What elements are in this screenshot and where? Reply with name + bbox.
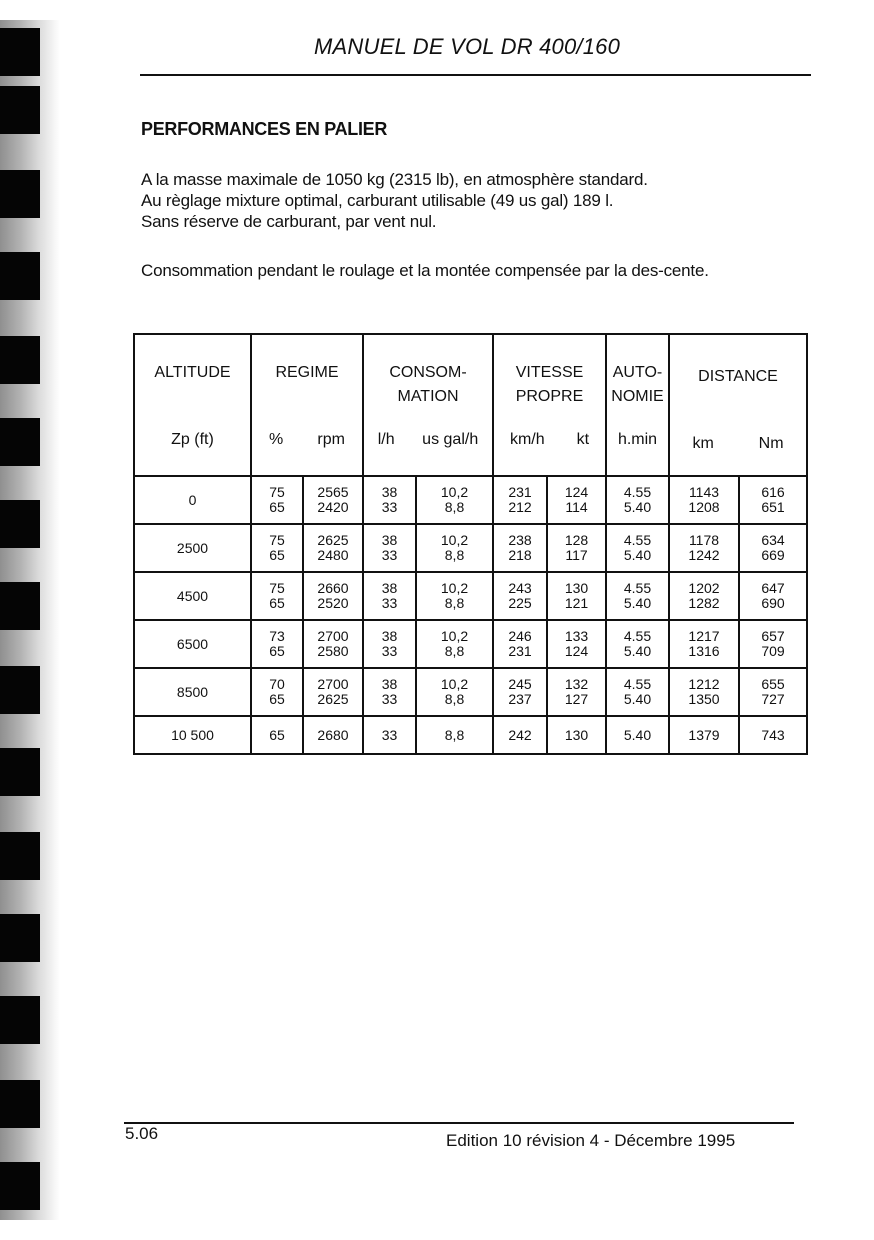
consumption-note: Consommation pendant le roulage et la montée compensée par la des-cente. <box>141 261 709 280</box>
table-row <box>134 716 807 754</box>
cell-gal: 10,2 8,8 <box>416 476 493 524</box>
cell-km: 1178 1242 <box>669 524 739 572</box>
header-rule <box>140 74 811 76</box>
conditions-line: Au règlage mixture optimal, carburant utilisable (49 us gal) 189 l. <box>141 191 614 210</box>
cell-gal: 8,8 <box>416 716 493 754</box>
binding-tab <box>0 1080 40 1128</box>
binding-tab <box>0 582 40 630</box>
cell-hmin: 5.40 <box>606 716 669 754</box>
cell-lh: 38 33 <box>363 476 416 524</box>
cell-lh: 38 33 <box>363 572 416 620</box>
table-row <box>134 572 807 620</box>
cell-lh: 38 33 <box>363 524 416 572</box>
cell-kt: 128 117 <box>547 524 606 572</box>
binding-tab <box>0 914 40 962</box>
cell-kmh: 245 237 <box>493 668 547 716</box>
table-row <box>134 476 807 524</box>
binding-tab <box>0 418 40 466</box>
binding-tab <box>0 170 40 218</box>
cell-kmh: 238 218 <box>493 524 547 572</box>
conditions-paragraph <box>141 169 821 232</box>
binding-tab <box>0 996 40 1044</box>
header-unit: Nm <box>758 435 784 452</box>
cell-hmin: 4.55 5.40 <box>606 668 669 716</box>
cell-nm: 616 651 <box>739 476 807 524</box>
cell-lh: 33 <box>363 716 416 754</box>
cell-nm: 647 690 <box>739 572 807 620</box>
table-row <box>134 668 807 716</box>
cell-nm: 657 709 <box>739 620 807 668</box>
header-title: AUTO- NOMIE <box>611 364 664 405</box>
cell-lh: 38 33 <box>363 668 416 716</box>
conditions-line: Sans réserve de carburant, par vent nul. <box>141 212 437 231</box>
header-regime <box>251 334 363 476</box>
header-unit: % <box>269 431 284 448</box>
header-unit: km <box>692 435 714 452</box>
cell-altitude: 10 500 <box>134 716 251 754</box>
header-title: REGIME <box>275 364 339 381</box>
header-unit: kt <box>576 431 590 448</box>
page-number: 5.06 <box>125 1124 159 1143</box>
cell-rpm: 2680 <box>303 716 363 754</box>
header-title: VITESSE PROPRE <box>515 364 584 405</box>
header-autonomie <box>606 334 669 476</box>
cell-altitude: 4500 <box>134 572 251 620</box>
cell-kmh: 246 231 <box>493 620 547 668</box>
binding-tab <box>0 252 40 300</box>
header-vitesse <box>493 334 606 476</box>
binding-tab <box>0 336 40 384</box>
edition-info: Edition 10 révision 4 - Décembre 1995 <box>446 1131 736 1150</box>
header-unit: rpm <box>317 431 345 448</box>
cell-kt: 130 121 <box>547 572 606 620</box>
cell-km: 1217 1316 <box>669 620 739 668</box>
header-title: ALTITUDE <box>154 364 231 381</box>
binding-tab <box>0 86 40 134</box>
cell-pct: 75 65 <box>251 572 303 620</box>
cell-kmh: 243 225 <box>493 572 547 620</box>
cell-hmin: 4.55 5.40 <box>606 620 669 668</box>
cell-nm: 655 727 <box>739 668 807 716</box>
performance-table <box>133 333 808 755</box>
header-title: DISTANCE <box>698 368 778 385</box>
cell-pct: 70 65 <box>251 668 303 716</box>
cell-gal: 10,2 8,8 <box>416 620 493 668</box>
cell-kmh: 242 <box>493 716 547 754</box>
spiral-binding <box>0 0 60 1240</box>
cell-pct: 75 65 <box>251 476 303 524</box>
cell-gal: 10,2 8,8 <box>416 524 493 572</box>
conditions-line: A la masse maximale de 1050 kg (2315 lb), en atmosphère standard. <box>141 170 648 189</box>
cell-altitude: 2500 <box>134 524 251 572</box>
header-unit: l/h <box>377 431 395 448</box>
cell-rpm: 2660 2520 <box>303 572 363 620</box>
header-unit: Zp (ft) <box>171 431 214 448</box>
cell-pct: 73 65 <box>251 620 303 668</box>
header-title: CONSOM- MATION <box>389 364 467 405</box>
cell-altitude: 8500 <box>134 668 251 716</box>
header-consommation <box>363 334 493 476</box>
binding-tab <box>0 666 40 714</box>
cell-km: 1212 1350 <box>669 668 739 716</box>
table-row <box>134 524 807 572</box>
cell-hmin: 4.55 5.40 <box>606 524 669 572</box>
cell-rpm: 2625 2480 <box>303 524 363 572</box>
cell-kt: 132 127 <box>547 668 606 716</box>
header-unit: us gal/h <box>422 431 479 448</box>
cell-hmin: 4.55 5.40 <box>606 572 669 620</box>
binding-tab <box>0 500 40 548</box>
cell-km: 1379 <box>669 716 739 754</box>
binding-tab <box>0 832 40 880</box>
cell-pct: 75 65 <box>251 524 303 572</box>
binding-tab <box>0 748 40 796</box>
cell-gal: 10,2 8,8 <box>416 572 493 620</box>
cell-altitude: 6500 <box>134 620 251 668</box>
cell-kt: 124 114 <box>547 476 606 524</box>
cell-kt: 133 124 <box>547 620 606 668</box>
table-body <box>134 476 807 754</box>
cell-rpm: 2700 2580 <box>303 620 363 668</box>
header-unit: h.min <box>617 431 658 448</box>
header-distance <box>669 334 807 476</box>
footer-rule <box>124 1122 794 1124</box>
cell-km: 1202 1282 <box>669 572 739 620</box>
cell-altitude: 0 <box>134 476 251 524</box>
cell-hmin: 4.55 5.40 <box>606 476 669 524</box>
cell-lh: 38 33 <box>363 620 416 668</box>
cell-gal: 10,2 8,8 <box>416 668 493 716</box>
cell-km: 1143 1208 <box>669 476 739 524</box>
cell-rpm: 2700 2625 <box>303 668 363 716</box>
binding-tab <box>0 28 40 76</box>
cell-kt: 130 <box>547 716 606 754</box>
table-header-row <box>134 334 807 476</box>
cell-nm: 743 <box>739 716 807 754</box>
cell-kmh: 231 212 <box>493 476 547 524</box>
header-unit: km/h <box>509 431 545 448</box>
section-title: PERFORMANCES EN PALIER <box>141 119 388 139</box>
table-row <box>134 620 807 668</box>
binding-tab <box>0 1162 40 1210</box>
cell-nm: 634 669 <box>739 524 807 572</box>
cell-pct: 65 <box>251 716 303 754</box>
manual-title: MANUEL DE VOL DR 400/160 <box>314 34 621 59</box>
header-altitude <box>134 334 251 476</box>
cell-rpm: 2565 2420 <box>303 476 363 524</box>
